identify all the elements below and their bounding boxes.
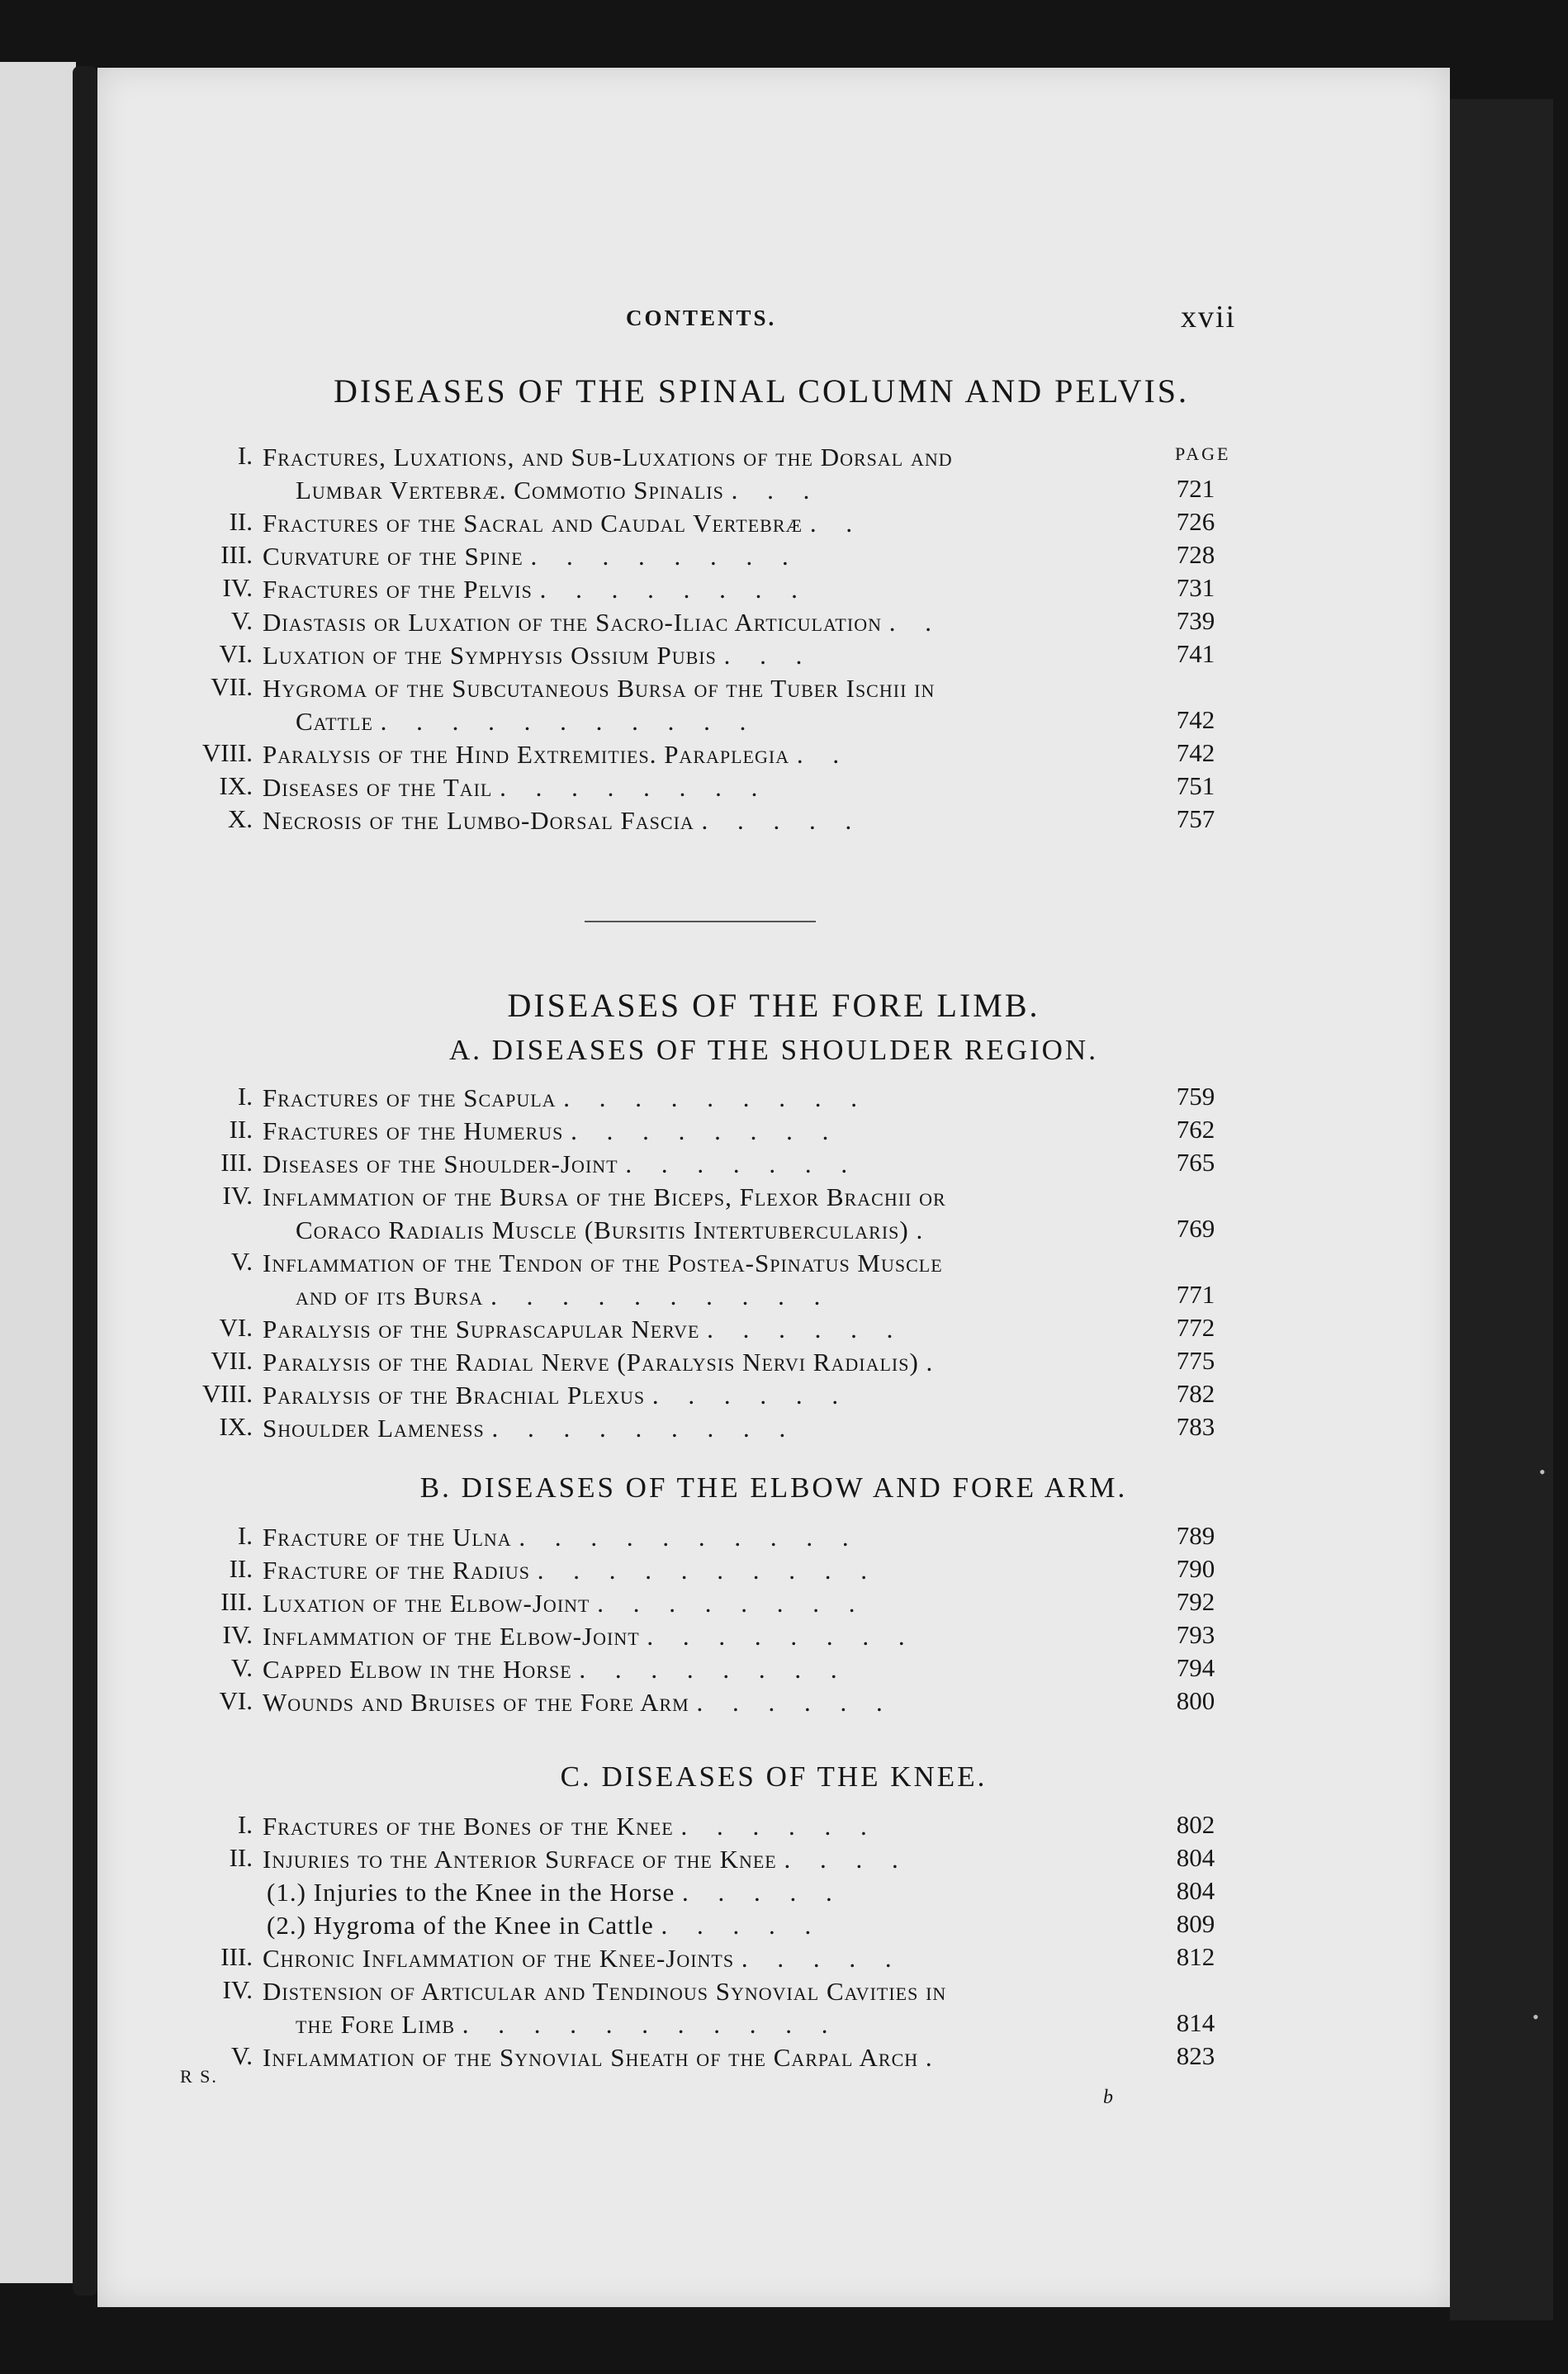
page-header bbox=[97, 291, 1450, 340]
entry-page: 812 bbox=[1176, 1942, 1215, 1971]
entry-title: Wounds and Bruises of the Fore Arm . . . . . . bbox=[263, 1688, 894, 1717]
entry-number: III. bbox=[220, 1587, 253, 1616]
section-title-fore-limb: DISEASES OF THE FORE LIMB. bbox=[507, 987, 1040, 1024]
entry-title: Fractures of the Pelvis . . . . . . . . bbox=[263, 575, 809, 604]
entry-page: 731 bbox=[1176, 573, 1215, 602]
entry-title: Luxation of the Symphysis Ossium Pubis . . . bbox=[263, 641, 814, 670]
entry-number: III. bbox=[220, 1942, 253, 1971]
entry-page: 759 bbox=[1176, 1082, 1215, 1111]
scan-edge: • • bbox=[1450, 99, 1553, 2320]
entry-number: V. bbox=[230, 606, 253, 635]
entry-number: IV. bbox=[222, 573, 253, 602]
section-title-spinal: DISEASES OF THE SPINAL COLUMN AND PELVIS. bbox=[333, 372, 1190, 410]
entry-page: 804 bbox=[1176, 1843, 1215, 1872]
section-divider bbox=[585, 921, 816, 922]
entry-page: 800 bbox=[1176, 1686, 1215, 1715]
entry-title: Shoulder Lameness . . . . . . . . . bbox=[263, 1414, 798, 1443]
entry-title: Fractures of the Sacral and Caudal Vertebræ . . bbox=[263, 509, 865, 538]
entry-page: 794 bbox=[1176, 1653, 1215, 1682]
entry-page: 775 bbox=[1176, 1346, 1215, 1375]
entry-title: Fractures of the Humerus . . . . . . . . bbox=[263, 1116, 841, 1145]
entry-title: Hygroma of the Subcutaneous Bursa of the Tuber Ischii in Cattle . . . . . . . . . . . bbox=[263, 674, 936, 736]
entry-title: Paralysis of the Hind Extremities. Paraplegia . . bbox=[263, 740, 851, 769]
entry-number: IV. bbox=[222, 1975, 253, 2004]
adjacent-page bbox=[0, 62, 76, 2283]
subsection-title-elbow: B. DISEASES OF THE ELBOW AND FORE ARM. bbox=[419, 1471, 1128, 1504]
entry-page: 742 bbox=[1176, 705, 1215, 734]
printer-signature: R S. bbox=[180, 2066, 218, 2087]
entry-number: IV. bbox=[222, 1620, 253, 1649]
entry-page: 765 bbox=[1176, 1148, 1215, 1177]
entry-title: Chronic Inflammation of the Knee-Joints . . . . . bbox=[263, 1944, 903, 1973]
entry-page: 739 bbox=[1176, 606, 1215, 635]
entry-page: 789 bbox=[1176, 1521, 1215, 1550]
entry-title: (1.) Injuries to the Knee in the Horse . . . . . bbox=[267, 1878, 844, 1907]
entry-title: Inflammation of the Elbow-Joint . . . . . . . . bbox=[263, 1622, 917, 1651]
entry-page: 790 bbox=[1176, 1554, 1215, 1583]
entry-title: Paralysis of the Brachial Plexus . . . . . . bbox=[263, 1381, 850, 1410]
subsection-title-knee: C. DISEASES OF THE KNEE. bbox=[560, 1760, 988, 1793]
entry-number: II. bbox=[229, 1843, 253, 1872]
entry-title: Necrosis of the Lumbo-Dorsal Fascia . . . . . bbox=[263, 806, 864, 835]
entry-page: 814 bbox=[1176, 2008, 1215, 2037]
entry-title: Inflammation of the Synovial Sheath of the Carpal Arch . bbox=[263, 2043, 944, 2072]
entry-title: Fractures of the Bones of the Knee . . . . . . bbox=[263, 1812, 879, 1841]
entry-page: 792 bbox=[1176, 1587, 1215, 1616]
entry-title: Capped Elbow in the Horse . . . . . . . . bbox=[263, 1655, 849, 1684]
entry-title: Fractures, Luxations, and Sub-Luxations of the Dorsal and Lumbar Vertebræ. Commotio Spinalis . . . bbox=[263, 443, 953, 505]
book-page bbox=[97, 68, 1450, 2307]
entry-number: VIII. bbox=[201, 1379, 253, 1408]
entry-number: IV. bbox=[222, 1181, 253, 1210]
entry-page: 804 bbox=[1176, 1876, 1215, 1905]
entry-number: I. bbox=[237, 1082, 253, 1111]
entry-title: Curvature of the Spine . . . . . . . . bbox=[263, 542, 800, 571]
page-number: xvii bbox=[1181, 300, 1237, 334]
entry-page: 783 bbox=[1176, 1412, 1215, 1441]
entry-number: II. bbox=[229, 1115, 253, 1144]
entry-page: 782 bbox=[1176, 1379, 1215, 1408]
entry-number: II. bbox=[229, 1554, 253, 1583]
entry-number: IX. bbox=[219, 1412, 253, 1441]
entry-number: III. bbox=[220, 540, 253, 569]
entry-page: 721 bbox=[1176, 474, 1215, 503]
entry-number: VII. bbox=[211, 1346, 253, 1375]
entry-number: VI. bbox=[219, 1313, 253, 1342]
entry-number: I. bbox=[237, 441, 253, 470]
entry-number: VIII. bbox=[201, 738, 253, 767]
entry-title: Diseases of the Shoulder-Joint . . . . . . . bbox=[263, 1149, 860, 1178]
entry-page: 726 bbox=[1176, 507, 1215, 536]
entry-number: X. bbox=[227, 804, 253, 833]
entry-title: Inflammation of the Tendon of the Postea-Spinatus Muscle and of its Bursa . . . . . . . . . . bbox=[263, 1249, 943, 1310]
entry-number: VI. bbox=[219, 639, 253, 668]
entry-page: 741 bbox=[1176, 639, 1215, 668]
entry-title: Fractures of the Scapula . . . . . . . . . bbox=[263, 1083, 869, 1112]
entry-page: 771 bbox=[1176, 1280, 1215, 1309]
entry-title: Diseases of the Tail . . . . . . . . bbox=[263, 773, 770, 802]
entry-title: Inflammation of the Bursa of the Biceps, Flexor Brachii or Coraco Radialis Muscle (Bursitis Intertubercularis) . bbox=[263, 1182, 946, 1244]
entry-page: 762 bbox=[1176, 1115, 1215, 1144]
book-gutter bbox=[73, 66, 97, 2296]
page-column-label: PAGE bbox=[1175, 443, 1231, 464]
entry-title: Distension of Articular and Tendinous Synovial Cavities in the Fore Limb . . . . . . . . . . . bbox=[263, 1977, 947, 2039]
entry-page: 742 bbox=[1176, 738, 1215, 767]
entry-number: V. bbox=[230, 1247, 253, 1276]
entry-page: 772 bbox=[1176, 1313, 1215, 1342]
entry-title: Paralysis of the Suprascapular Nerve . . . . . . bbox=[263, 1315, 905, 1343]
entry-number: V. bbox=[230, 2041, 253, 2070]
entry-title: Fracture of the Ulna . . . . . . . . . . bbox=[263, 1523, 860, 1552]
entry-title: Fracture of the Radius . . . . . . . . . . bbox=[263, 1556, 879, 1585]
entry-title: Paralysis of the Radial Nerve (Paralysis Nervi Radialis) . bbox=[263, 1348, 945, 1377]
entry-page: 757 bbox=[1176, 804, 1215, 833]
entry-title: Diastasis or Luxation of the Sacro-Iliac Articulation . . bbox=[263, 608, 943, 637]
entry-page: 769 bbox=[1176, 1214, 1215, 1243]
entry-number: V. bbox=[230, 1653, 253, 1682]
entry-number: VII. bbox=[211, 672, 253, 701]
entry-page: 728 bbox=[1176, 540, 1215, 569]
entry-number: VI. bbox=[219, 1686, 253, 1715]
entry-title: (2.) Hygroma of the Knee in Cattle . . . . . bbox=[267, 1911, 823, 1940]
entry-page: 823 bbox=[1176, 2041, 1215, 2070]
entry-title: Luxation of the Elbow-Joint . . . . . . . . bbox=[263, 1589, 867, 1618]
entry-page: 751 bbox=[1176, 771, 1215, 800]
entry-page: 793 bbox=[1176, 1620, 1215, 1649]
entry-page: 802 bbox=[1176, 1810, 1215, 1839]
entry-number: II. bbox=[229, 507, 253, 536]
entry-number: I. bbox=[237, 1521, 253, 1550]
entry-number: III. bbox=[220, 1148, 253, 1177]
entry-title: Injuries to the Anterior Surface of the Knee . . . . bbox=[263, 1845, 910, 1874]
entry-number: IX. bbox=[219, 771, 253, 800]
running-head: CONTENTS. bbox=[626, 306, 777, 330]
entry-number: I. bbox=[237, 1810, 253, 1839]
entry-page: 809 bbox=[1176, 1909, 1215, 1938]
subsection-title-shoulder: A. DISEASES OF THE SHOULDER REGION. bbox=[449, 1034, 1098, 1066]
signature-mark: b bbox=[1103, 2087, 1113, 2108]
